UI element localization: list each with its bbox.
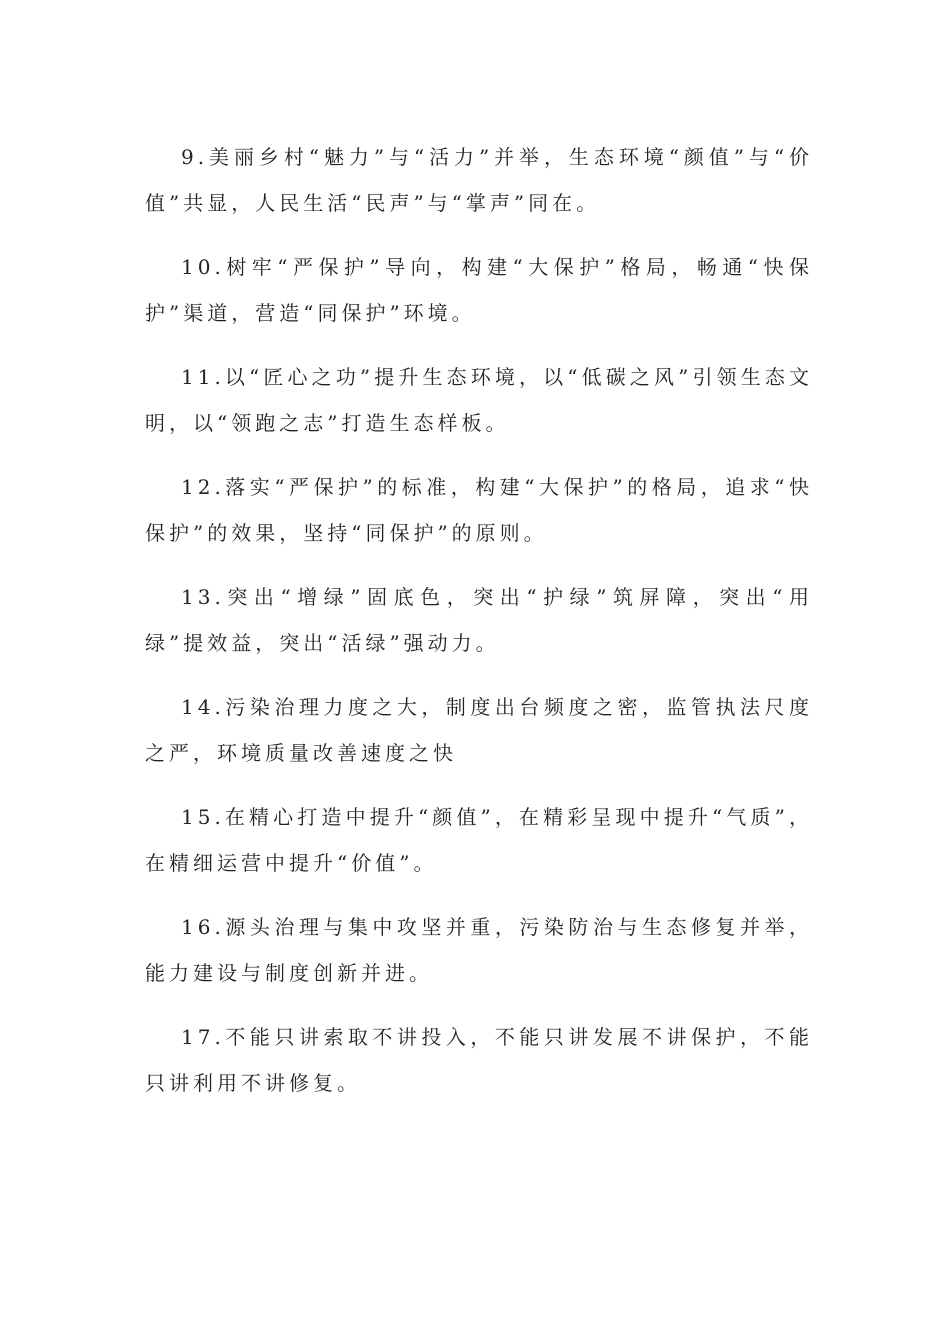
paragraph-17: 17.不能只讲索取不讲投入，不能只讲发展不讲保护，不能只讲利用不讲修复。 <box>145 1025 813 1095</box>
document-body <box>145 134 813 1124</box>
paragraph-13: 13.突出“增绿”固底色，突出“护绿”筑屏障，突出“用绿”提效益，突出“活绿”强动力。 <box>145 585 813 655</box>
paragraph-15: 15.在精心打造中提升“颜值”，在精彩呈现中提升“气质”，在精细运营中提升“价值”。 <box>145 805 813 875</box>
paragraph-9: 9.美丽乡村“魅力”与“活力”并举，生态环境“颜值”与“价值”共显，人民生活“民声”与“掌声”同在。 <box>145 145 813 215</box>
paragraph-14: 14.污染治理力度之大，制度出台频度之密，监管执法尺度之严，环境质量改善速度之快 <box>145 695 813 765</box>
paragraph-16: 16.源头治理与集中攻坚并重，污染防治与生态修复并举，能力建设与制度创新并进。 <box>145 915 813 985</box>
paragraph-12: 12.落实“严保护”的标准，构建“大保护”的格局，追求“快保护”的效果，坚持“同保护”的原则。 <box>145 475 813 545</box>
paragraph-10: 10.树牢“严保护”导向，构建“大保护”格局，畅通“快保护”渠道，营造“同保护”环境。 <box>145 255 813 325</box>
paragraph-11: 11.以“匠心之功”提升生态环境，以“低碳之风”引领生态文明，以“领跑之志”打造生态样板。 <box>145 365 813 435</box>
